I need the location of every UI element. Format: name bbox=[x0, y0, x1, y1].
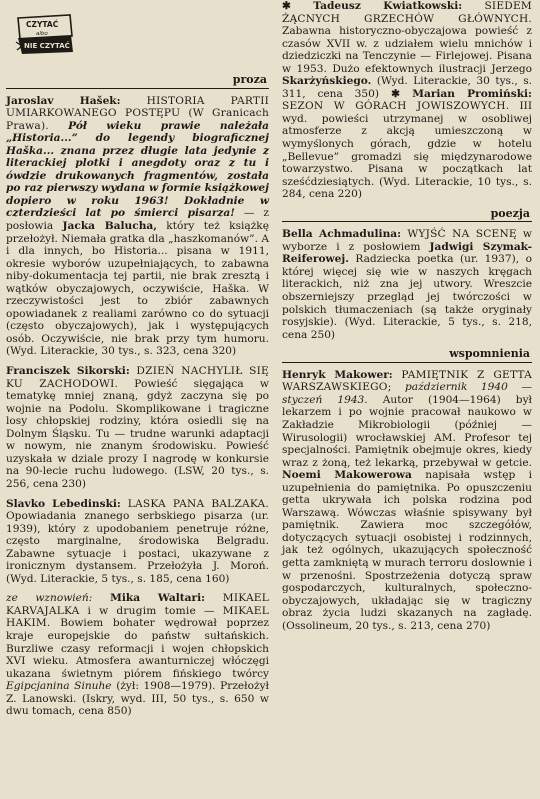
translator-name: Jacka Balucha, bbox=[62, 220, 157, 233]
contributor-name: Noemi Makowerowa bbox=[282, 469, 412, 482]
entry-text: Powieść sięgająca w tematykę mniej znaną, gdyż zaczyna się po wojnie na Podolu. Skomplikowane i tragiczne losy chłopskiej rodziny, która osiedli się na Dolnym Śląsku. Tu — trudne warunki adaptacji w nowym, nie znanym środowisku. Powieść uzyskała w dziale prozy I nagrodę w konkursie na 90-lecie ruchu ludowego. (LSW, 20 tys., s. 256, cena 230) bbox=[6, 377, 269, 490]
reissue-label: ze wznowień: bbox=[6, 592, 93, 605]
author-name: Bella Achmadulina: bbox=[282, 228, 402, 241]
book-title: DZIEŃ NACHYLIŁ SIĘ KU ZACHODOWI. bbox=[6, 365, 269, 390]
book-title: HISTORIA PARTII UMIARKOWANEGO POSTĘPU (W Granicach Prawa). bbox=[6, 94, 269, 132]
entry-waltari bbox=[6, 592, 269, 717]
section-header-proza: proza bbox=[6, 74, 269, 89]
book-title: SEZON W GÓRACH JOWISZOWYCH. bbox=[282, 100, 510, 113]
right-column bbox=[282, 0, 532, 639]
book-title: LASKA PANA BALZAKA. bbox=[120, 497, 269, 510]
left-column bbox=[6, 0, 269, 725]
author-name: Tadeusz Kwiatkowski: bbox=[313, 0, 463, 12]
entry-sikorski bbox=[6, 365, 269, 490]
entry-text: napisała wstęp i uzupełnienia do pamiętnika. Po opuszczeniu getta ukrywała ich polska rodzina pod Warszawą. Wówczas właśnie spisywany był pamiętnik. Zawiera moc szczegółów, dotyczących sytuacji osobistej i rodzinnych, jak też ogólnych, ukazujących społeczność getta zamkniętą w murach terroru doslownie i w przenośni. Spostrzeżenia dotyczą spraw gospodarczych, kulturalnych, społeczno-obyczajowych, układając się w tragiczny obraz życia ludzi skazanych na zagładę. (Ossolineum, 20 tys., s. 213, cena 270) bbox=[282, 469, 532, 632]
author-name: Franciszek Sikorski: bbox=[6, 365, 130, 378]
author-name: Mika Waltari: bbox=[92, 592, 206, 605]
referenced-book: Egipcjanina Sinuhe bbox=[6, 680, 112, 693]
book-title: MIKAEL KARVAJALKA i w drugim tomie — MIKAEL HAKIM. bbox=[6, 592, 269, 630]
entry-hasek bbox=[6, 95, 269, 358]
section-header-wspomnienia: wspomnienia bbox=[282, 348, 532, 363]
entry-text: (Wyd. Literackie, 30 tys., s. 311, cena 350) bbox=[282, 75, 532, 100]
separator-marker: ✱ bbox=[379, 87, 413, 100]
entry-text: Autor (1904—1964) był lekarzem i po wojnie pracował naukowo w Zakładzie Mikrobiologii (później — Wirusologii) wrocławskiej AM. Profesor tej specjalności. Pamiętnik obejmuje okres, kiedy wraz z żoną, też lekarką, przebywał w getcie. bbox=[282, 393, 532, 469]
entry-text: (żył: 1908—1979). Przełożył Z. Lanowski. (Iskry, wyd. III, 50 tys., s. 650 w dwu tomach, cena 850) bbox=[6, 680, 269, 718]
author-name: Marian Promiński: bbox=[412, 87, 532, 100]
entry-lebedinski bbox=[6, 498, 269, 586]
entry-text: III wyd. powieści utrzymanej w osobliwej atmosferze z akcją umieszczoną w wymyślonych górach, gdzie w hotelu „Bellevue” gromadzi się międzynarodowe towarzystwo. Pisana w początkach lat sześćdziesiątych. (Wyd. Literackie, 10 tys., s. 284, cena 220) bbox=[282, 100, 533, 201]
entry-text: w wyborze i z posłowiem bbox=[282, 228, 533, 253]
entry-kwiatkowski bbox=[282, 0, 532, 201]
illustrator-name: Skarżyńskiego. bbox=[282, 75, 372, 88]
logo-line2: albo bbox=[36, 31, 48, 37]
logo-line3: NIE CZYTAĆ bbox=[24, 42, 70, 50]
separator-marker: ✱ bbox=[282, 0, 314, 12]
book-title: SIEDEM ŻĄCNYCH GRZECHÓW GŁÓWNYCH. bbox=[282, 0, 532, 25]
entry-text: Opowiadania znanego serbskiego pisarza (ur. 1939), który z upodobaniem penetruje różne, często marginalne, środowiska Belgradu. Zabawne sytuacje i postaci, ukazywane z ironicznym dystansem. Przełożyła J. Moroń. (Wyd. Literackie, 5 tys., s. 185, cena 160) bbox=[6, 510, 269, 585]
author-name: Jaroslav Hašek: bbox=[6, 94, 121, 107]
author-name: Slavko Lebedinski: bbox=[6, 497, 121, 510]
translator-name: Jadwigi Szymak-Reiferowej. bbox=[282, 240, 532, 266]
entry-text: Bowiem bohater wędrował poprzez kraje europejskie do państw sułtańskich. Burzliwe czasy reformacji i wojen chłopskich XVI wieku. Atmosfera awanturniczej włóczęgi ukazana świetnym piórem fińskiego twórcy bbox=[6, 617, 269, 680]
author-name: Henryk Makower: bbox=[282, 368, 393, 381]
logo-line1: CZYTAĆ bbox=[26, 20, 59, 29]
entry-text: Radziecka poetka (ur. 1937), o której więcej się wie w naszych kręgach literackich, niż zna jej utwory. Wreszcie obszerniejszy przegląd jej twórczości w polskich tłumaczeniach (są także oryginały rosyjskie). (Wyd. Literackie, 5 tys., s. 218, cena 250) bbox=[282, 253, 532, 341]
book-title: PAMIĘTNIK Z GETTA WARSZAWSKIEGO; bbox=[282, 368, 532, 394]
quote-text: Pół wieku prawie należała „Historia...” do legendy biograficznej Haška... znana przez długie lata jedynie z literackiej plotki i anegdoty oraz z tu i ówdzie drukowanych fragmentów, została po raz pierwszy wydana w formie książkowej dopiero w roku 1963! Dokładnie w czterdzieści lat po śmierci pisarza! bbox=[6, 119, 269, 220]
date-range: październik 1940 — styczeń 1943. bbox=[282, 381, 532, 406]
section-header-poezja: poezja bbox=[282, 208, 532, 223]
entry-text: Zabawna historyczno-obyczajowa powieść z czasów XVII w. z udziałem wielu mnichów i dziedziczki na Tenczynie — Firlejowej. Pisana w 1953. Dużo efektownych ilustracji Jerzego bbox=[282, 25, 532, 75]
entry-text: który też książkę przełożył. Niemała gratka dla „haszkomanów”. A i dla innych, bo Historia... pisana w 1911, okresie wyborów uzupełniających, to zabawna niby-dokumentacja tej partii, nie brak zresztą i wątków obyczajowych, oczywiście, Haška. W rzeczywistości jest to zbiór zabawnych opowiadanek z realiami zarówno co do sytuacji (często obyczajowych), jak i występujących osób. Oczywiście, nie brak przy tym humoru. (Wyd. Literackie, 30 tys., s. 323, cena 320) bbox=[6, 220, 269, 358]
entry-makower bbox=[282, 369, 532, 632]
entry-text: — z posłowia bbox=[6, 207, 269, 233]
book-title: WYJŚĆ NA SCENĘ bbox=[401, 228, 517, 241]
entry-achmadulina bbox=[282, 228, 532, 341]
